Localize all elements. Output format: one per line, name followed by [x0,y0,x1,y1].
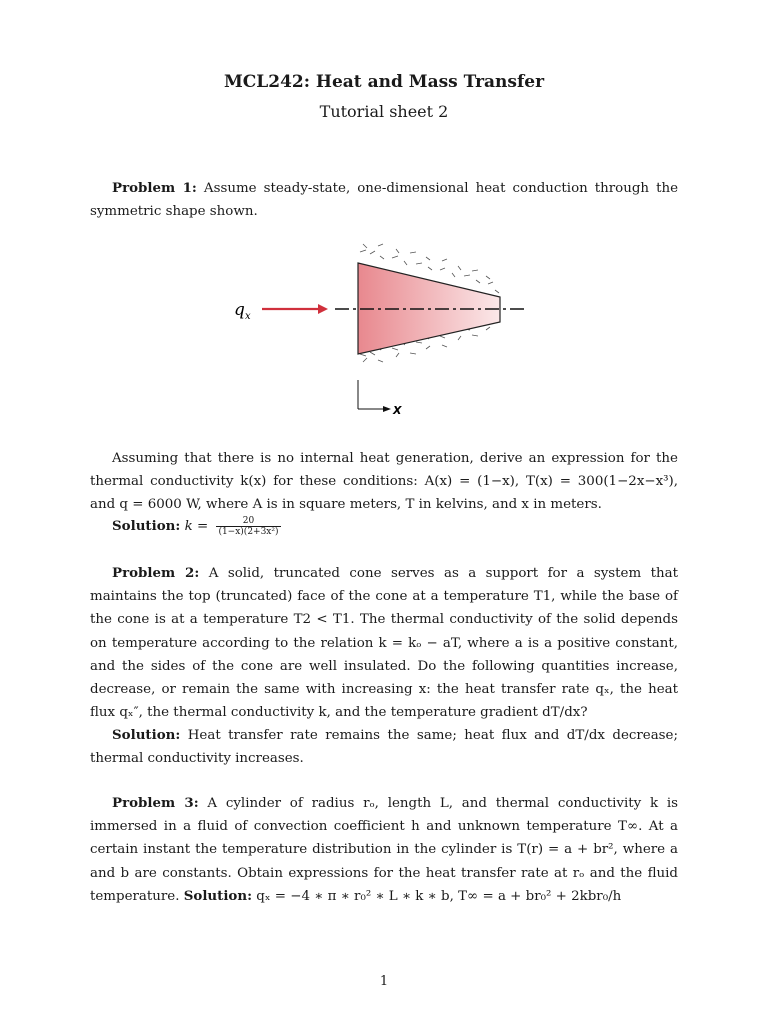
problem3-solution-text: qₓ = −4 ∗ π ∗ r₀² ∗ L ∗ k ∗ b, T∞ = a + br₀² + 2kbr₀/h [252,888,622,904]
page-subtitle: Tutorial sheet 2 [319,102,449,121]
problem2-solution [90,724,678,770]
page-title: MCL242: Heat and Mass Transfer [223,72,545,92]
heat-flow-arrowhead [318,304,328,314]
heat-rate-label: q [234,300,245,320]
problem2-text-block [90,562,678,724]
problem3-text-block [90,792,678,908]
problem2-label: Problem 2: [112,565,200,581]
problem3-solution-label: Solution: [183,887,253,904]
problem1-solution-fraction [216,516,280,537]
problem1-label: Problem 1: [112,180,197,196]
fraction-numerator: 20 [216,516,280,527]
x-axis-arrowhead [383,406,391,412]
problem3-text: A cylinder of radius rₒ, length L, and thermal conductivity k is immersed in a fluid of convection coefficient h and unknown temperature T∞. At a certain instant the temperature distribution in the cylinder is T(r) = a + br², where a and b are constants. Obtain expressions for the heat transfer rate at rₒ and the fluid temperature. [90,796,678,904]
problem3-label: Problem 3: [112,795,199,811]
heat-rate-subscript: x [245,311,251,322]
cone-diagram [220,240,540,425]
problem2-solution-label: Solution: [112,727,181,743]
problem1-body: Assuming that there is no internal heat generation, derive an expression for the thermal conductivity k(x) for these conditions: A(x) = (1−x), T(x) = 300(1−2x−x³), and q = 6000 W, where A is in square meters, T in kelvins, and x in meters. [90,451,678,513]
page-number: 1 [379,974,389,989]
x-axis-label: X [393,404,402,417]
problem2-text: A solid, truncated cone serves as a support for a system that maintains the top (truncated) face of the cone at a temperature T1, while the base of the cone is at a temperature T2 < T1. The thermal conductivity of the solid depends on temperature according to the relation k = kₒ − aT, where a is a positive constant, and the sides of the cone are well insulated. Do the following quantities increase, decrease, or remain the same with increasing x: the heat transfer rate qₓ, the heat flux qₓ″, the thermal conductivity k, and the temperature gradient dT/dx? [90,566,678,721]
problem1-solution-label: Solution: [112,518,181,534]
problem1-solution-lhs: k = [184,519,209,534]
problem1-intro [90,177,678,223]
problem1-text: Assume steady-state, one-dimensional heat conduction through the symmetric shape shown. [90,181,679,220]
cone-figure [220,240,540,425]
problem2-solution-text: Heat transfer rate remains the same; heat flux and dT/dx decrease; thermal conductivity increases. [90,728,678,767]
problem1-solution [112,516,281,537]
fraction-denominator: (1−x)(2+3x²) [218,527,279,537]
